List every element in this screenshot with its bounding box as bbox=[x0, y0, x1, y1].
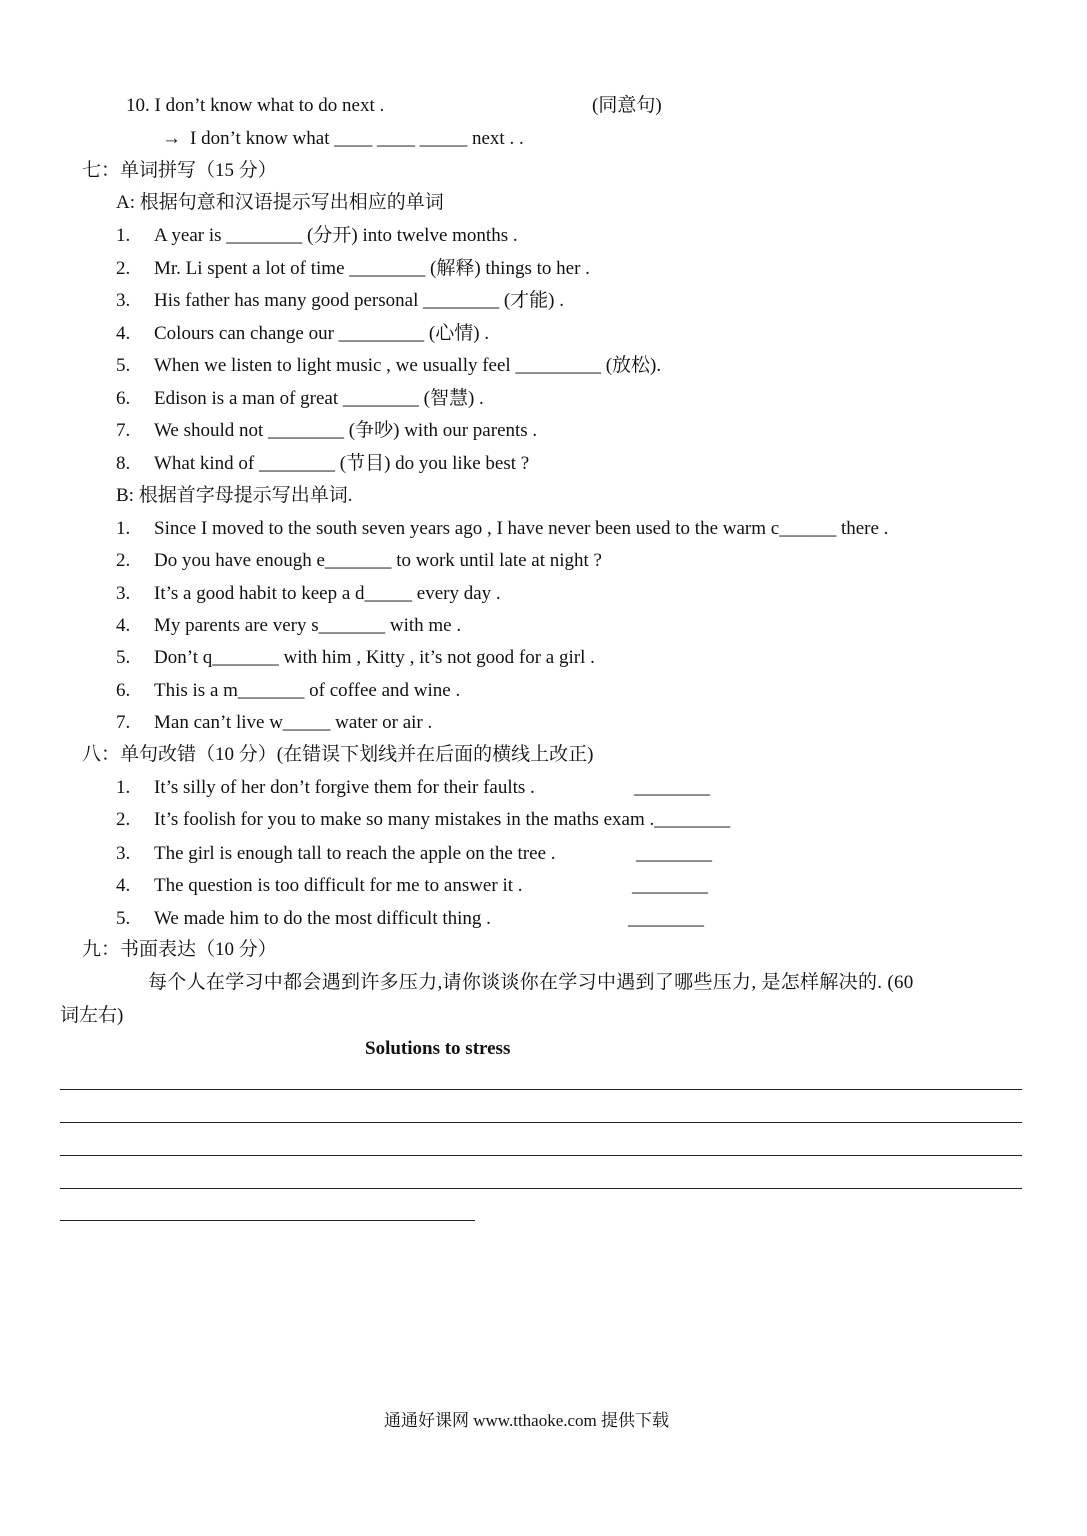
item-text: The girl is enough tall to reach the apple on the tree . bbox=[154, 843, 556, 864]
writing-line bbox=[60, 1089, 1022, 1090]
partB-item bbox=[116, 582, 501, 606]
item-text: Colours can change our _________ (心情) . bbox=[154, 323, 490, 344]
item-text: Since I moved to the south seven years ago , I have never been used to the warm c______ there . bbox=[154, 518, 889, 539]
answer-blank: ________ bbox=[654, 809, 731, 830]
item-text: It’s a good habit to keep a d_____ every day . bbox=[154, 583, 501, 604]
item-number: 7. bbox=[116, 420, 131, 441]
writing-line bbox=[60, 1155, 1022, 1156]
partB-item bbox=[116, 614, 461, 638]
item-text: Edison is a man of great ________ (智慧) . bbox=[154, 388, 484, 409]
partA-item bbox=[116, 387, 484, 411]
partB-item bbox=[116, 549, 602, 573]
item-text: My parents are very s_______ with me . bbox=[154, 615, 462, 636]
item-text: This is a m_______ of coffee and wine . bbox=[154, 680, 461, 701]
item-number: 7. bbox=[116, 712, 131, 733]
item-number: 4. bbox=[116, 875, 131, 896]
partA-item bbox=[116, 289, 564, 313]
item-text: Don’t q_______ with him , Kitty , it’s not good for a girl . bbox=[154, 647, 595, 668]
section9-heading: 九：书面表达（10 分） bbox=[82, 939, 277, 960]
item-number: 3. bbox=[116, 583, 131, 604]
item-number: 4. bbox=[116, 323, 131, 344]
partB-item bbox=[116, 679, 460, 703]
correction-item bbox=[116, 874, 523, 898]
answer-blank: ________ bbox=[628, 908, 704, 929]
item-number: 3. bbox=[116, 290, 131, 311]
answer-blank: ________ bbox=[634, 777, 710, 798]
item-number: 3. bbox=[116, 843, 131, 864]
item-text: The question is too difficult for me to answer it . bbox=[154, 875, 523, 896]
item-number: 8. bbox=[116, 453, 131, 474]
item-text: When we listen to light music , we usually feel _________ (放松). bbox=[154, 355, 662, 376]
partB-item bbox=[116, 646, 595, 670]
item-number: 1. bbox=[116, 225, 131, 246]
item-number: 5. bbox=[116, 908, 131, 929]
section8-heading: 八：单句改错（10 分）(在错误下划线并在后面的横线上改正) bbox=[82, 744, 594, 765]
item-number: 5. bbox=[116, 647, 131, 668]
q10-arrow-icon: → bbox=[162, 128, 181, 149]
q10-line bbox=[126, 94, 384, 118]
q10-rewrite: I don’t know what ____ ____ _____ next . . bbox=[190, 128, 524, 149]
correction-item bbox=[116, 907, 491, 931]
partA-item bbox=[116, 354, 661, 378]
partA-item bbox=[116, 224, 518, 248]
item-number: 2. bbox=[116, 550, 131, 571]
q10-text: I don’t know what to do next . bbox=[154, 95, 385, 116]
answer-blank: ________ bbox=[632, 875, 708, 896]
essay-title: Solutions to stress bbox=[365, 1038, 511, 1059]
item-number: 2. bbox=[116, 258, 131, 279]
q10-number: 10. bbox=[126, 95, 150, 116]
correction-item bbox=[116, 776, 535, 800]
partA-item bbox=[116, 452, 529, 476]
section7-partB-heading: B: 根据首字母提示写出单词. bbox=[116, 485, 353, 506]
item-number: 1. bbox=[116, 518, 131, 539]
essay-prompt-line2: 词左右) bbox=[60, 1005, 124, 1026]
item-text: We should not ________ (争吵) with our parents . bbox=[154, 420, 538, 441]
item-text: His father has many good personal ________ (才能) . bbox=[154, 290, 565, 311]
section7-partA-heading: A: 根据句意和汉语提示写出相应的单词 bbox=[116, 192, 444, 213]
writing-line bbox=[60, 1188, 1022, 1189]
item-number: 1. bbox=[116, 777, 131, 798]
correction-item bbox=[116, 808, 730, 832]
item-number: 2. bbox=[116, 809, 131, 830]
q10-note: (同意句) bbox=[592, 95, 662, 116]
partA-item bbox=[116, 322, 489, 346]
item-number: 4. bbox=[116, 615, 131, 636]
answer-blank: ________ bbox=[636, 843, 712, 864]
item-text: Mr. Li spent a lot of time ________ (解释) things to her . bbox=[154, 258, 590, 279]
item-number: 6. bbox=[116, 680, 131, 701]
partB-item bbox=[116, 711, 432, 735]
item-text: We made him to do the most difficult thing . bbox=[154, 908, 491, 929]
partA-item bbox=[116, 419, 537, 443]
partA-item bbox=[116, 257, 590, 281]
footer-text: 通通好课网 www.tthaoke.com 提供下载 bbox=[384, 1411, 670, 1430]
essay-prompt-line1: 每个人在学习中都会遇到许多压力,请你谈谈你在学习中遇到了哪些压力, 是怎样解决的. (60 bbox=[148, 972, 914, 993]
item-number: 5. bbox=[116, 355, 131, 376]
partB-item bbox=[116, 517, 888, 541]
item-text: Do you have enough e_______ to work until late at night ? bbox=[154, 550, 602, 571]
item-text: It’s silly of her don’t forgive them for their faults . bbox=[154, 777, 535, 798]
item-text: A year is ________ (分开) into twelve months . bbox=[154, 225, 518, 246]
writing-line bbox=[60, 1220, 475, 1221]
section7-heading: 七：单词拼写（15 分） bbox=[82, 160, 277, 181]
item-number: 6. bbox=[116, 388, 131, 409]
writing-line bbox=[60, 1122, 1022, 1123]
correction-item bbox=[116, 842, 556, 866]
item-text: Man can’t live w_____ water or air . bbox=[154, 712, 433, 733]
item-text: It’s foolish for you to make so many mistakes in the maths exam . bbox=[154, 809, 655, 830]
item-text: What kind of ________ (节目) do you like best ? bbox=[154, 453, 530, 474]
